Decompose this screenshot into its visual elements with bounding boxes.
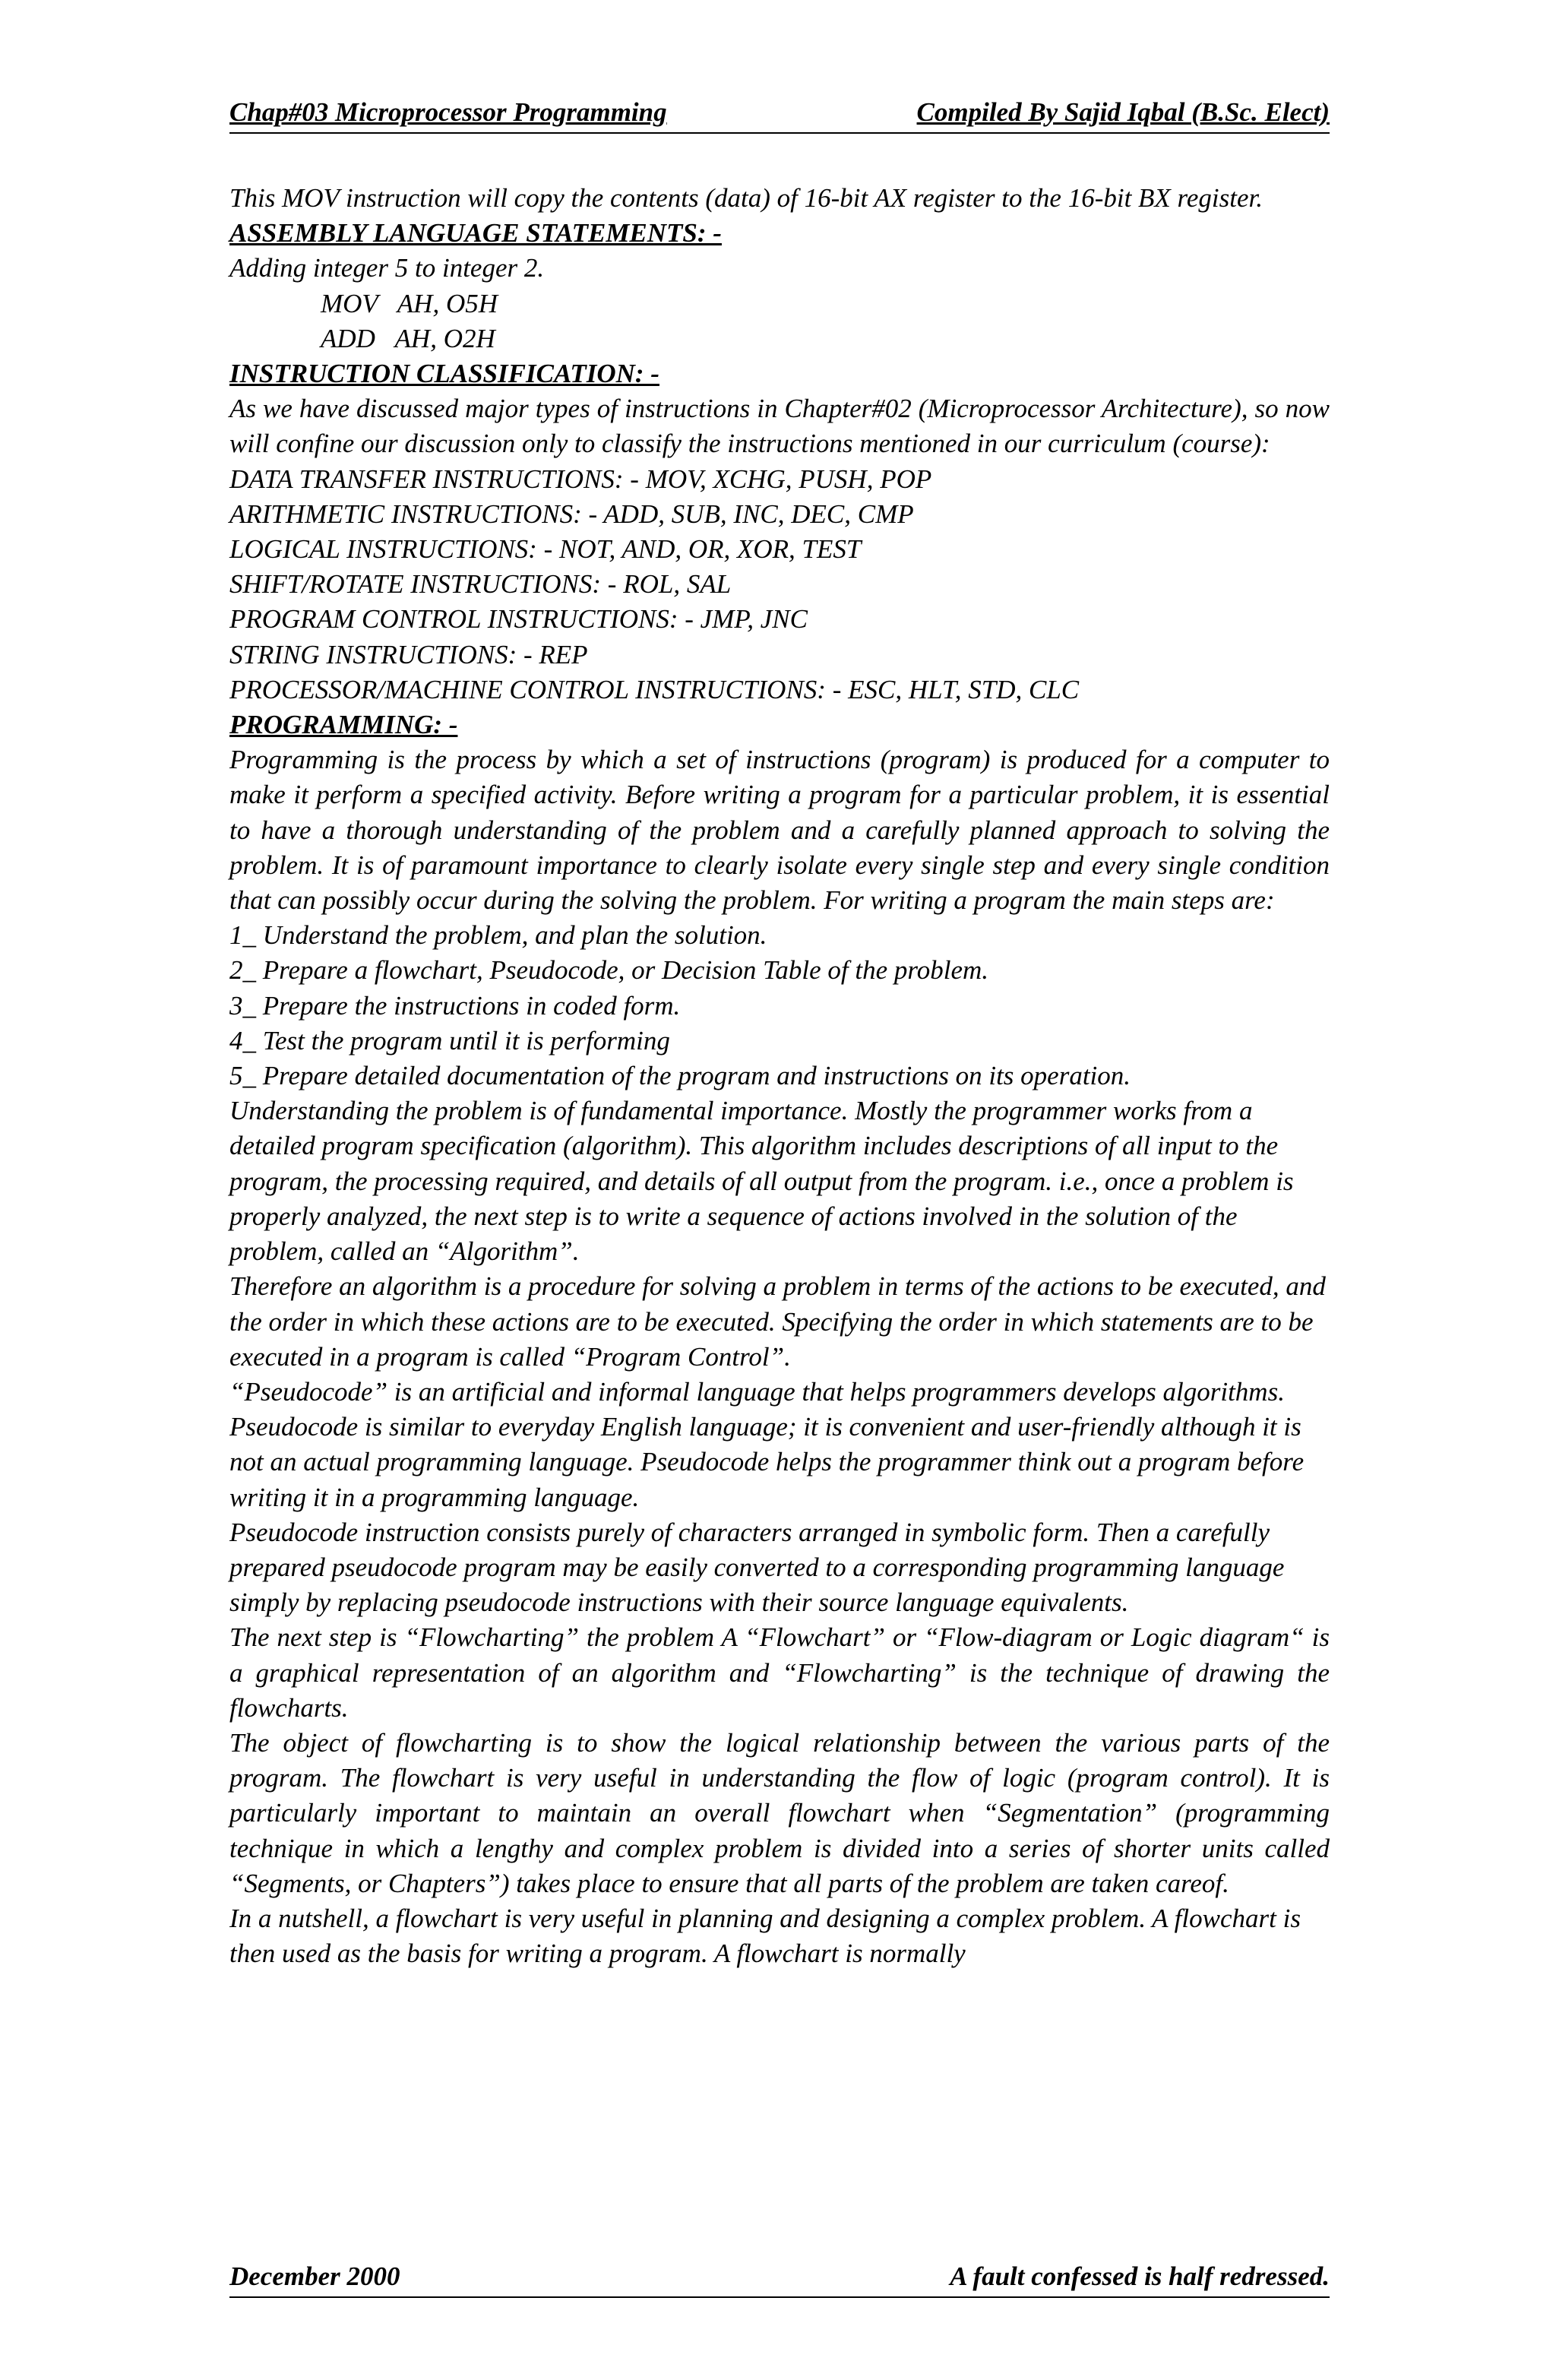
intro-paragraph: This MOV instruction will copy the contents (data) of 16-bit AX register to the 16-bit BX register. bbox=[229, 183, 1263, 213]
pseudocode-paragraph: “Pseudocode” is an artificial and informal language that helps programmers develops algorithms. Pseudocode is similar to everyday English language; it is convenient and user-friendly although it is not an actual programming language. Pseudocode helps the programmer think out a program before writing it in a programming language. bbox=[229, 1376, 1305, 1512]
nutshell-paragraph: In a nutshell, a flowchart is very useful in planning and designing a complex problem. A flowchart is then used as the basis for writing a program. A flowchart is normally bbox=[229, 1903, 1301, 1969]
understanding-paragraph: Understanding the problem is of fundamental importance. Mostly the programmer works from a detailed program specification (algorithm). This algorithm includes descriptions of all input to the program, the processing required, and details of all output from the program. i.e., once a problem is properly analyzed, the next step is to write a sequence of actions involved in the solution of the problem, called an “Algorithm”. bbox=[229, 1096, 1294, 1267]
programming-paragraph: Programming is the process by which a set of instructions (program) is produced for a computer to make it perform a specified activity. Before writing a program for a particular problem, it is essential to have a thorough understanding of the problem and a carefully planned approach to solving the problem. It is of paramount importance to clearly isolate every single step and every single condition that can possibly occur during the solving the problem. For writing a program the main steps are: bbox=[229, 745, 1330, 916]
classification-item: STRING INSTRUCTIONS: - REP bbox=[229, 639, 588, 669]
header-compiler: Compiled By Sajid Iqbal (B.Sc. Elect) bbox=[916, 97, 1330, 127]
classification-item: DATA TRANSFER INSTRUCTIONS: - MOV, XCHG, PUSH, POP bbox=[229, 464, 932, 494]
step-item: 1_ Understand the problem, and plan the solution. bbox=[229, 920, 767, 951]
pseudocode-instruction-paragraph: Pseudocode instruction consists purely of characters arranged in symbolic form. Then a carefully prepared pseudocode program may be easily converted to a corresponding programming language simply by replacing pseudocode instructions with their source language equivalents. bbox=[229, 1517, 1285, 1618]
page-footer bbox=[229, 2257, 1330, 2298]
algorithm-paragraph: Therefore an algorithm is a procedure for solving a problem in terms of the actions to be executed, and the order in which these actions are to be executed. Specifying the order in which statements are to be executed in a program is called “Program Control”. bbox=[229, 1271, 1326, 1372]
document-body bbox=[229, 181, 1330, 1971]
classification-item: ARITHMETIC INSTRUCTIONS: - ADD, SUB, INC, DEC, CMP bbox=[229, 498, 914, 529]
classification-paragraph: As we have discussed major types of instructions in Chapter#02 (Microprocessor Architecture), so now will confine our discussion only to classify the instructions mentioned in our curriculum (course): bbox=[229, 394, 1330, 459]
footer-motto: A fault confessed is half redressed. bbox=[950, 2261, 1330, 2291]
flowcharting-paragraph: The next step is “Flowcharting” the problem A “Flowchart” or “Flow-diagram or Logic diagram“ is a graphical representation of an algorithm and “Flowcharting” is the technique of drawing the flowcharts. bbox=[229, 1622, 1330, 1723]
flowchart-object-paragraph: The object of flowcharting is to show the logical relationship between the various parts of the program. The flowchart is very useful in understanding the flow of logic (program control). It is particularly important to maintain an overall flowchart when “Segmentation” (programming technique in which a lengthy and complex problem is divided into a series of shorter units called “Segments, or Chapters”) takes place to ensure that all parts of the problem are taken careof. bbox=[229, 1727, 1330, 1898]
step-item: 2_ Prepare a flowchart, Pseudocode, or Decision Table of the problem. bbox=[229, 955, 989, 986]
footer-date: December 2000 bbox=[229, 2261, 400, 2291]
classification-heading: INSTRUCTION CLASSIFICATION: - bbox=[229, 359, 659, 389]
document-page bbox=[229, 0, 1330, 2380]
assembly-heading: ASSEMBLY LANGUAGE STATEMENTS: - bbox=[229, 218, 722, 248]
classification-item: PROGRAM CONTROL INSTRUCTIONS: - JMP, JNC bbox=[229, 604, 808, 635]
classification-item: LOGICAL INSTRUCTIONS: - NOT, AND, OR, XOR, TEST bbox=[229, 534, 862, 565]
assembly-code-line: MOV AH, O5H bbox=[321, 288, 498, 318]
assembly-text: Adding integer 5 to integer 2. bbox=[229, 253, 545, 283]
step-item: 3_ Prepare the instructions in coded form. bbox=[229, 990, 681, 1021]
programming-heading: PROGRAMMING: - bbox=[229, 710, 458, 740]
step-item: 4_ Test the program until it is performing bbox=[229, 1025, 670, 1055]
assembly-code-line: ADD AH, O2H bbox=[321, 323, 495, 353]
classification-item: SHIFT/ROTATE INSTRUCTIONS: - ROL, SAL bbox=[229, 569, 732, 600]
page-header bbox=[229, 93, 1330, 134]
classification-item: PROCESSOR/MACHINE CONTROL INSTRUCTIONS: - ESC, HLT, STD, CLC bbox=[229, 674, 1080, 704]
step-item: 5_ Prepare detailed documentation of the program and instructions on its operation. bbox=[229, 1061, 1131, 1091]
header-chapter-title: Chap#03 Microprocessor Programming bbox=[229, 97, 667, 127]
